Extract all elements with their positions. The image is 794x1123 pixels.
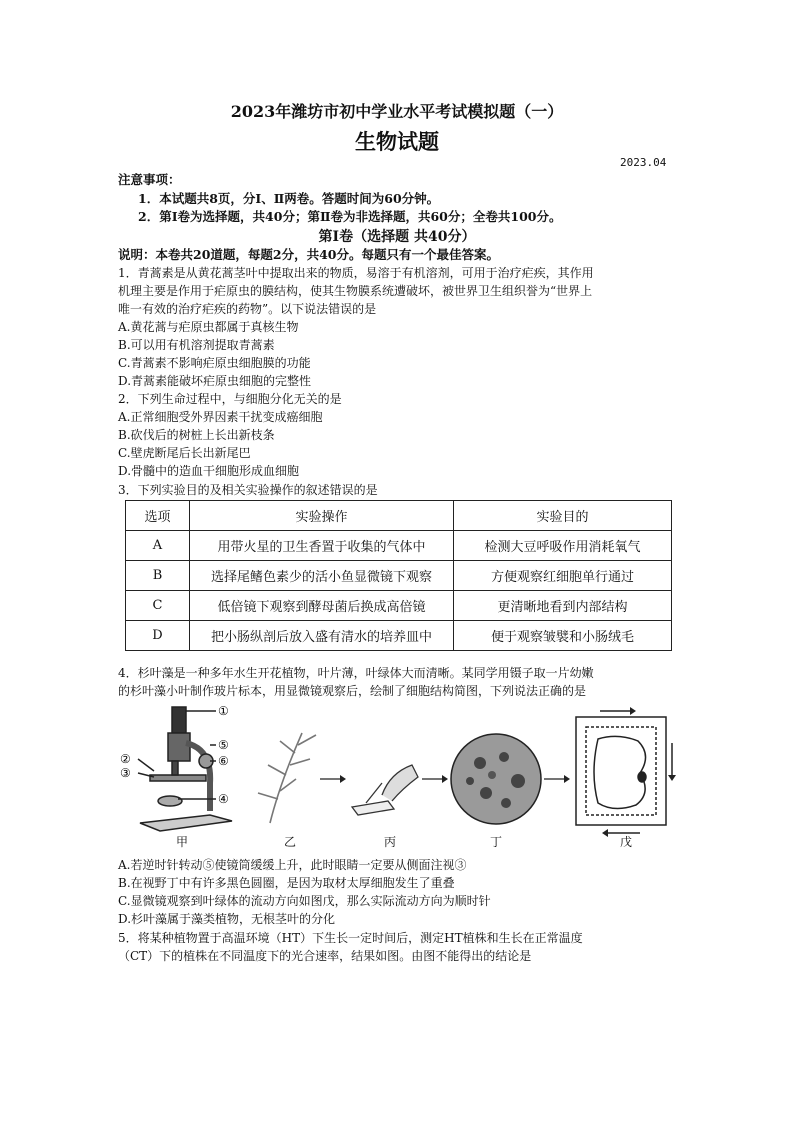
q4-option-b: B.在视野丁中有许多黑色圆圈，是因为取材太厚细胞发生了重叠 [118, 876, 455, 890]
q1-stem-line-3: 唯一有效的治疗疟疾的药物”。以下说法错误的是 [118, 302, 377, 316]
q1-option-d: D.青蒿素能破坏疟原虫细胞的完整性 [118, 374, 312, 388]
table-cell: 方便观察红细胞单行通过 [454, 561, 672, 591]
q2-option-a: A.正常细胞受外界因素干扰变成癌细胞 [118, 410, 323, 424]
subject-title: 生物试题 [355, 129, 439, 154]
q1-option-b: B.可以用有机溶剂提取青蒿素 [118, 338, 275, 352]
flow-arrow-head [602, 829, 608, 837]
section-title: 第Ⅰ卷（选择题 共40分） [318, 229, 476, 245]
q4-stem-line-1: 4．杉叶藻是一种多年水生开花植物，叶片薄，叶绿体大而清晰。某同学用镊子取一片幼嫩 [118, 666, 594, 680]
notice-item-1: 1．本试题共8页，分Ⅰ、Ⅱ两卷。答题时间为60分钟。 [138, 191, 440, 206]
table-row [126, 621, 672, 651]
plant-sprig-drawing [258, 733, 316, 823]
marker-5: ⑤ [218, 738, 229, 752]
exam-title: 2023年潍坊市初中学业水平考试模拟题（一） [230, 102, 564, 121]
flow-arrow-head [668, 775, 676, 781]
marker-1: ① [218, 704, 229, 718]
q4-option-c: C.显微镜观察到叶绿体的流动方向如图戊，那么实际流动方向为顺时针 [118, 894, 491, 908]
experiment-table [125, 500, 672, 651]
cell-structure-drawing [576, 711, 672, 833]
microscope-view-drawing [451, 734, 541, 824]
table-cell: 用带火星的卫生香置于收集的气体中 [190, 531, 454, 561]
marker-3: ③ [120, 766, 131, 780]
table-cell: 便于观察皱襞和小肠绒毛 [454, 621, 672, 651]
section-instruction: 说明：本卷共20道题，每题2分，共40分。每题只有一个最佳答案。 [118, 247, 499, 262]
q3-stem: 3．下列实验目的及相关实验操作的叙述错误的是 [118, 483, 378, 497]
arrow-2-head [442, 775, 448, 783]
table-cell: 更清晰地看到内部结构 [454, 591, 672, 621]
q1-stem-line-2: 机理主要是作用于疟原虫的膜结构，使其生物膜系统遭破坏，被世界卫生组织誉为“世界上 [118, 284, 593, 298]
arrow-3-head [564, 775, 570, 783]
exam-date: 2023.04 [620, 156, 667, 169]
caption-wu: 戊 [620, 835, 633, 849]
q4-figure-drawing [120, 703, 680, 851]
arrow-1-head [340, 775, 346, 783]
table-header-cell: 实验操作 [190, 501, 454, 531]
caption-jia: 甲 [176, 835, 189, 849]
q1-option-a: A.黄花蒿与疟原虫都属于真核生物 [118, 320, 299, 334]
q2-option-b: B.砍伐后的树桩上长出新枝条 [118, 428, 275, 442]
q1-stem-line-1: 1．青蒿素是从黄花蒿茎叶中提取出来的物质，易溶于有机溶剂，可用于治疗疟疾，其作用 [118, 266, 594, 280]
table-row [126, 531, 672, 561]
caption-bing: 丙 [384, 835, 397, 849]
slide-preparation-drawing [352, 765, 418, 815]
q4-stem-line-2: 的杉叶藻小叶制作玻片标本，用显微镜观察后，绘制了细胞结构简图，下列说法正确的是 [118, 684, 587, 698]
table-header-row [126, 501, 672, 531]
q4-option-d: D.杉叶藻属于藻类植物，无根茎叶的分化 [118, 912, 336, 926]
marker-2: ② [120, 752, 131, 766]
table-cell: D [126, 621, 190, 651]
table-row [126, 561, 672, 591]
table-header-cell: 实验目的 [454, 501, 672, 531]
q1-option-c: C.青蒿素不影响疟原虫细胞膜的功能 [118, 356, 311, 370]
q5-stem-line-2: （CT）下的植株在不同温度下的光合速率，结果如图。由图不能得出的结论是 [118, 949, 532, 963]
notice-item-2: 2．第Ⅰ卷为选择题，共40分；第Ⅱ卷为非选择题，共60分；全卷共100分。 [138, 209, 562, 224]
table-cell: A [126, 531, 190, 561]
notice-heading: 注意事项： [118, 172, 181, 187]
table-cell: 选择尾鳍色素少的活小鱼显微镜下观察 [190, 561, 454, 591]
q4-option-a: A.若逆时针转动⑤使镜筒缓缓上升，此时眼睛一定要从侧面注视③ [118, 858, 467, 872]
table-header-cell: 选项 [126, 501, 190, 531]
table-cell: 检测大豆呼吸作用消耗氧气 [454, 531, 672, 561]
q4-figure [120, 703, 680, 851]
q2-stem: 2．下列生命过程中，与细胞分化无关的是 [118, 392, 342, 406]
q5-stem-line-1: 5．将某种植物置于高温环境（HT）下生长一定时间后，测定HT植株和生长在正常温度 [118, 931, 583, 945]
marker-6: ⑥ [218, 754, 229, 768]
caption-ding: 丁 [490, 835, 503, 849]
q2-option-c: C.壁虎断尾后长出新尾巴 [118, 446, 251, 460]
table-cell: 把小肠纵剖后放入盛有清水的培养皿中 [190, 621, 454, 651]
caption-yi: 乙 [284, 835, 297, 849]
table-cell: 低倍镜下观察到酵母菌后换成高倍镜 [190, 591, 454, 621]
q2-option-d: D.骨髓中的造血干细胞形成血细胞 [118, 464, 300, 478]
microscope-drawing [138, 707, 232, 831]
table-cell: C [126, 591, 190, 621]
table-row [126, 591, 672, 621]
table-cell: B [126, 561, 190, 591]
flow-arrow-head [630, 707, 636, 715]
marker-4: ④ [218, 792, 229, 806]
